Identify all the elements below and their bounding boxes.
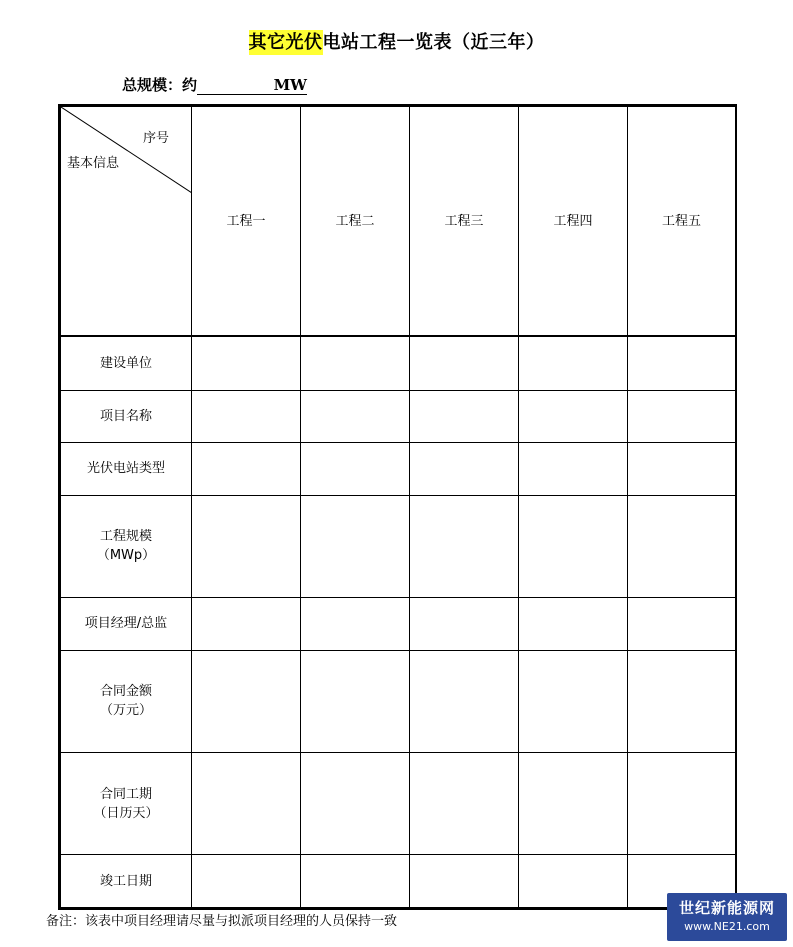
- empty-entry-cell[interactable]: [410, 495, 519, 597]
- site-watermark-logo: [667, 893, 787, 941]
- empty-entry-cell[interactable]: [519, 753, 628, 855]
- empty-entry-cell[interactable]: [628, 650, 736, 752]
- empty-entry-cell[interactable]: [519, 495, 628, 597]
- empty-entry-cell[interactable]: [192, 336, 301, 390]
- column-header: 工程一: [192, 107, 301, 337]
- column-header: 工程三: [410, 107, 519, 337]
- empty-entry-cell[interactable]: [519, 855, 628, 908]
- empty-entry-cell[interactable]: [410, 598, 519, 651]
- empty-entry-cell[interactable]: [410, 336, 519, 390]
- empty-entry-cell[interactable]: [410, 443, 519, 496]
- empty-entry-cell[interactable]: [192, 598, 301, 651]
- row-label: 工程规模: [99, 529, 152, 545]
- empty-entry-cell[interactable]: [628, 495, 736, 597]
- column-header: 工程四: [519, 107, 628, 337]
- row-label: 竣工日期: [99, 873, 152, 889]
- column-header: 工程五: [628, 107, 736, 337]
- empty-entry-cell[interactable]: [301, 650, 410, 752]
- empty-entry-cell[interactable]: [628, 753, 736, 855]
- row-label: 光伏电站类型: [86, 461, 165, 477]
- empty-entry-cell[interactable]: [192, 443, 301, 496]
- empty-entry-cell[interactable]: [192, 390, 301, 443]
- empty-entry-cell[interactable]: [301, 443, 410, 496]
- row-label: 合同金额: [99, 684, 152, 700]
- empty-entry-cell[interactable]: [192, 495, 301, 597]
- table-row: [61, 390, 736, 443]
- project-table: [58, 104, 737, 910]
- row-label-cell: [61, 753, 192, 855]
- total-scale-blank[interactable]: [197, 76, 307, 95]
- footnote: 备注：该表中项目经理请尽量与拟派项目经理的人员保持一致: [46, 914, 398, 929]
- row-sublabel: （日历天）: [93, 805, 159, 821]
- row-label-cell: [61, 390, 192, 443]
- empty-entry-cell[interactable]: [628, 598, 736, 651]
- row-label-cell: [61, 336, 192, 390]
- empty-entry-cell[interactable]: [628, 390, 736, 443]
- row-label: 项目经理/总监: [84, 616, 168, 632]
- total-scale-line: [122, 74, 307, 95]
- empty-entry-cell[interactable]: [410, 753, 519, 855]
- row-sublabel: （万元）: [99, 703, 152, 719]
- table-row: [61, 336, 736, 390]
- corner-info-label: 基本信息: [67, 156, 120, 171]
- document-title: [0, 28, 793, 54]
- row-label: 合同工期: [99, 786, 152, 802]
- table-row: [61, 598, 736, 651]
- table-row: [61, 753, 736, 855]
- watermark-line2: www.NE21.com: [684, 920, 770, 933]
- table-row: [61, 443, 736, 496]
- empty-entry-cell[interactable]: [628, 336, 736, 390]
- watermark-line1: 世纪新能源网: [678, 899, 775, 917]
- empty-entry-cell[interactable]: [301, 855, 410, 908]
- empty-entry-cell[interactable]: [410, 650, 519, 752]
- empty-entry-cell[interactable]: [301, 753, 410, 855]
- empty-entry-cell[interactable]: [192, 753, 301, 855]
- corner-cell: [61, 107, 192, 337]
- table-row: [61, 855, 736, 908]
- empty-entry-cell[interactable]: [519, 390, 628, 443]
- empty-entry-cell[interactable]: [301, 495, 410, 597]
- diagonal-line: [61, 107, 192, 193]
- table-row: [61, 495, 736, 597]
- row-label: 建设单位: [99, 355, 152, 371]
- table-row: [61, 650, 736, 752]
- row-sublabel: （MWp）: [96, 548, 156, 564]
- row-label: 项目名称: [99, 408, 152, 424]
- empty-entry-cell[interactable]: [301, 336, 410, 390]
- empty-entry-cell[interactable]: [519, 598, 628, 651]
- empty-entry-cell[interactable]: [410, 855, 519, 908]
- empty-entry-cell[interactable]: [192, 855, 301, 908]
- title-highlight: 其它光伏: [248, 32, 323, 53]
- total-scale-unit: MW: [273, 76, 308, 94]
- row-label-cell: [61, 855, 192, 908]
- title-rest: 电站工程一览表（近三年）: [322, 32, 545, 53]
- empty-entry-cell[interactable]: [628, 443, 736, 496]
- row-label-cell: [61, 650, 192, 752]
- empty-entry-cell[interactable]: [519, 336, 628, 390]
- empty-entry-cell[interactable]: [519, 650, 628, 752]
- row-label-cell: [61, 495, 192, 597]
- empty-entry-cell[interactable]: [410, 390, 519, 443]
- empty-entry-cell[interactable]: [301, 598, 410, 651]
- corner-seq-label: 序号: [143, 131, 170, 146]
- empty-entry-cell[interactable]: [519, 443, 628, 496]
- empty-entry-cell[interactable]: [301, 390, 410, 443]
- row-label-cell: [61, 443, 192, 496]
- row-label-cell: [61, 598, 192, 651]
- table-header-row: [61, 107, 736, 337]
- total-scale-label: 总规模：约: [122, 76, 198, 94]
- empty-entry-cell[interactable]: [192, 650, 301, 752]
- column-header: 工程二: [301, 107, 410, 337]
